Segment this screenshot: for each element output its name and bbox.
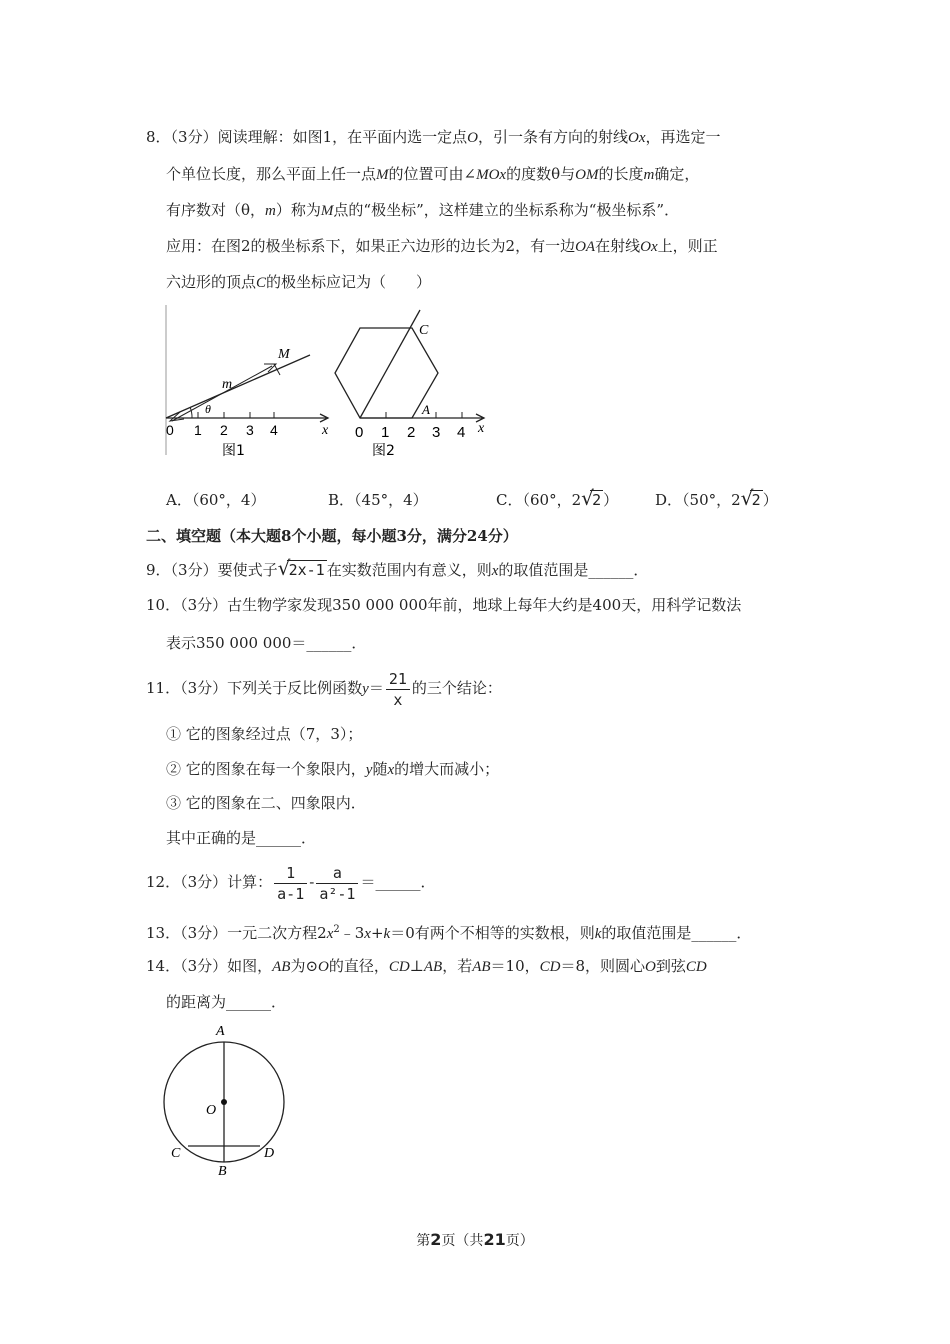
fig1-label-x: x xyxy=(322,423,329,438)
q14-line1 xyxy=(146,956,707,977)
fig1-tick-2: 2 xyxy=(220,422,228,438)
q14-var: AB xyxy=(423,959,443,975)
q8-text: 点的“极坐标”，这样建立的坐标系称为“极坐标系”． xyxy=(333,201,680,219)
q8-text: ，再选定一 xyxy=(645,128,721,146)
q8-var: Ox xyxy=(628,130,646,146)
q11-conclusion-3: ③ 它的图象在二、四象限内． xyxy=(166,794,366,812)
fig1-tick-0: 0 xyxy=(166,422,174,438)
q14-label-O: O xyxy=(206,1103,217,1118)
q8-line4 xyxy=(166,236,718,257)
sqrt-symbol: √ 2 xyxy=(740,486,761,510)
fig2-label-A: A xyxy=(422,402,430,417)
q13-var: x xyxy=(364,926,371,942)
q8-var: C xyxy=(256,275,267,291)
section-heading: 二、填空题（本大题8个小题，每小题3分，满分24分） xyxy=(146,527,518,545)
q14-label-A: A xyxy=(216,1024,225,1039)
q13-exponent: 2 xyxy=(333,924,340,935)
q11-conclusion-1: ① 它的图象经过点（7，3）； xyxy=(166,725,363,743)
fig1-tick-4: 4 xyxy=(270,422,278,438)
fig1-tick-1: 1 xyxy=(194,422,202,438)
sqrt-radicand: 2 xyxy=(751,491,761,509)
q8-var: Ox xyxy=(640,239,658,255)
q12-text: 12．（3分）计算： xyxy=(146,873,273,891)
q8-option-d-text: D．（50°，2 xyxy=(655,491,741,509)
q8-var: MOx xyxy=(476,167,507,183)
q9-text: 在实数范围内有意义，则 xyxy=(326,561,492,579)
q11-text: 11．（3分）下列关于反比例函数 xyxy=(146,679,363,697)
q11-var: x xyxy=(387,762,395,778)
q8-option-b: B．（45°，4） xyxy=(328,491,428,509)
q8-text: ）称为 xyxy=(275,201,321,219)
fraction xyxy=(386,669,410,710)
q12-text: ＝______． xyxy=(360,873,436,891)
q10-line1: 10．（3分）古生物学家发现350 000 000年前，地球上每年大约是400天，用科学记数法 xyxy=(146,596,742,614)
q14-text: 到弦 xyxy=(655,957,686,975)
fig2-tick-1: 1 xyxy=(381,424,390,441)
q8-option-a: A．（60°，4） xyxy=(166,491,266,509)
fig2-tick-4: 4 xyxy=(457,424,466,441)
q8-var: M xyxy=(320,203,334,219)
q14-var: AB xyxy=(272,959,291,975)
q14-label-B: B xyxy=(218,1164,227,1179)
fraction-numerator: a xyxy=(316,863,358,884)
q14-var: AB xyxy=(472,959,491,975)
q9-text: 的取值范围是______． xyxy=(498,561,649,579)
q11-text: 的增大而减小； xyxy=(394,760,500,778)
q8-line2 xyxy=(166,164,699,185)
q9-text: 9．（3分）要使式子 xyxy=(146,561,278,579)
q12 xyxy=(146,860,435,904)
q14-text: 14．（3分）如图， xyxy=(146,957,273,975)
fig2-label-C: C xyxy=(419,323,429,338)
q8-var: M xyxy=(376,167,389,183)
q8-var: OM xyxy=(575,167,599,183)
fraction-denominator: a-1 xyxy=(277,884,305,903)
q13-text: ＝0有两个不相等的实数根，则 xyxy=(390,924,595,942)
fig1-caption: 图1 xyxy=(222,443,245,459)
q11-text: ② 它的图象在每一个象限内， xyxy=(166,760,366,778)
q8-line1 xyxy=(146,127,721,148)
fig1-tick-3: 3 xyxy=(246,422,254,438)
fig1-label-M: M xyxy=(278,347,290,362)
fraction-denominator: a²-1 xyxy=(319,884,356,903)
q8-text: 确定， xyxy=(654,165,700,183)
fig2-tick-2: 2 xyxy=(407,424,416,441)
q8-text: 的极坐标应记为（ ） xyxy=(266,273,432,291)
q8-var: O xyxy=(467,130,478,146)
q11-conclusion-2 xyxy=(166,759,499,780)
q14-text: ＝10， xyxy=(490,957,540,975)
q8-text: 有序数对（θ， xyxy=(166,201,266,219)
sqrt-symbol: √ 2 xyxy=(581,486,602,510)
q8-text: 的长度 xyxy=(598,165,644,183)
q14-label-D: D xyxy=(264,1146,275,1161)
footer-text: 页） xyxy=(505,1233,534,1249)
footer-text: 第 xyxy=(416,1233,431,1249)
footer-total-pages: 21 xyxy=(483,1230,506,1249)
q14-text: ⊥ xyxy=(409,957,424,975)
q13-var: k xyxy=(383,926,391,942)
q8-line3 xyxy=(166,200,679,221)
q8-option-c-text: C．（60°，2 xyxy=(496,491,582,509)
q13-text: 13．（3分）一元二次方程2 xyxy=(146,924,327,942)
q14-var: O xyxy=(645,959,656,975)
sqrt-radicand: 2 xyxy=(592,491,602,509)
fig2-tick-3: 3 xyxy=(432,424,441,441)
fig1-label-theta: θ xyxy=(205,402,211,416)
q14-var: CD xyxy=(685,959,707,975)
q8-text: 的度数θ与 xyxy=(506,165,576,183)
q11-text: 随 xyxy=(372,760,388,778)
q8-option-c xyxy=(496,486,619,510)
figure-2-hexagon xyxy=(330,300,500,465)
fig2-tick-0: 0 xyxy=(355,424,364,441)
fraction xyxy=(316,863,358,904)
q14-text: 的直径， xyxy=(328,957,389,975)
q14-line2: 的距离为______． xyxy=(166,993,287,1011)
q13-text: + xyxy=(370,924,384,942)
q8-var: m xyxy=(265,203,276,219)
q8-option-d xyxy=(655,486,778,510)
page-footer xyxy=(0,1230,950,1250)
q10-line2: 表示350 000 000＝______． xyxy=(166,634,367,652)
footer-text: 页（共 xyxy=(441,1233,484,1249)
sqrt-symbol: √ 2x-1 xyxy=(277,556,325,580)
q8-option-d-text: ） xyxy=(762,491,778,509)
q14-text: 为⊙ xyxy=(290,957,319,975)
q11-answer: 其中正确的是______． xyxy=(166,829,317,847)
q14-var: O xyxy=(318,959,329,975)
q8-text: 个单位长度，那么平面上任一点 xyxy=(166,165,377,183)
q8-text: 六边形的顶点 xyxy=(166,273,257,291)
q8-var: OA xyxy=(575,239,596,255)
fraction-denominator: x xyxy=(393,690,403,709)
q12-text: - xyxy=(309,873,315,891)
q8-option-c-text: ） xyxy=(603,491,619,509)
fig1-label-m: m xyxy=(222,377,233,392)
q8-text: 应用：在图2的极坐标系下，如果正六边形的边长为2，有一边 xyxy=(166,237,576,255)
q11-text: 的三个结论： xyxy=(411,679,502,697)
q9-var: x xyxy=(491,563,499,579)
q8-var: m xyxy=(643,167,655,183)
q11 xyxy=(146,668,502,710)
footer-page-number: 2 xyxy=(430,1230,442,1249)
q13-text: ﹣3 xyxy=(339,924,365,942)
q14-label-C: C xyxy=(171,1146,181,1161)
q14-text: ，若 xyxy=(442,957,473,975)
q11-text: ＝ xyxy=(368,679,384,697)
q8-text: 的位置可由∠ xyxy=(388,165,477,183)
q11-var: y xyxy=(365,762,373,778)
fraction-numerator: 1 xyxy=(274,863,307,884)
fig2-label-x: x xyxy=(478,421,485,436)
fraction xyxy=(274,863,307,904)
q9 xyxy=(146,556,649,581)
q13 xyxy=(146,920,751,944)
q8-text: 在射线 xyxy=(595,237,641,255)
q13-var: x xyxy=(326,926,334,942)
figure-1-polar xyxy=(160,300,340,465)
q8-line5 xyxy=(166,272,431,293)
q8-text: 8．（3分）阅读理解：如图1，在平面内选一定点 xyxy=(146,128,468,146)
fraction-numerator: 21 xyxy=(386,669,410,690)
fig2-caption: 图2 xyxy=(372,443,395,459)
q14-text: ＝8，则圆心 xyxy=(560,957,646,975)
q8-text: 上，则正 xyxy=(657,237,718,255)
q11-var: y xyxy=(362,681,369,697)
figure-q14-circle xyxy=(160,1020,290,1180)
sqrt-radicand: 2x-1 xyxy=(288,561,325,579)
q13-var: k xyxy=(594,926,602,942)
q13-text: 的取值范围是______． xyxy=(601,924,752,942)
q8-text: ，引一条有方向的射线 xyxy=(477,128,628,146)
q14-var: CD xyxy=(539,959,561,975)
q14-var: CD xyxy=(388,959,410,975)
